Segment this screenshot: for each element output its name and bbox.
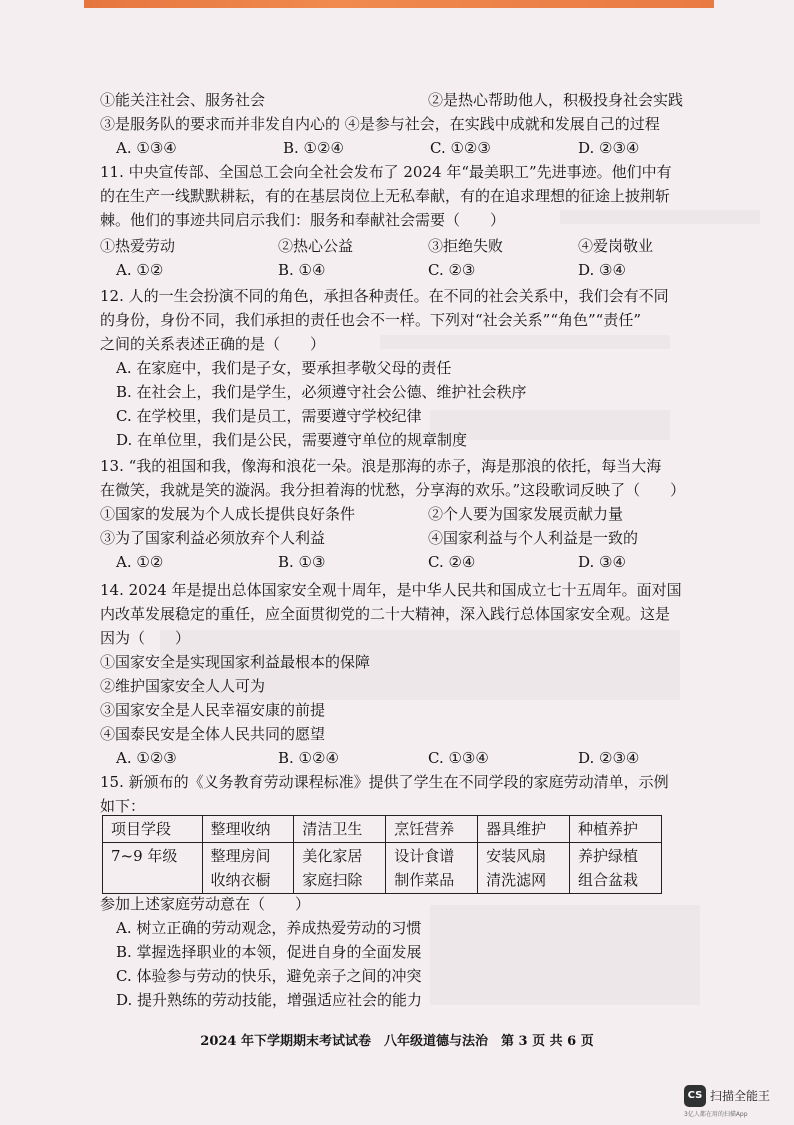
cell-text: 整理房间: [210, 847, 271, 865]
option-d: D. ③④: [578, 261, 626, 279]
option-a: A. ①②: [116, 553, 164, 571]
option-c: C. ②③: [428, 261, 476, 279]
bleed-through-text: [560, 210, 760, 224]
option-c: C. ①②③: [430, 139, 491, 157]
watermark-tagline: 3亿人都在用的扫描App: [684, 1111, 748, 1118]
table-cell-grade: [103, 843, 203, 894]
statement-3: ③为了国家利益必须放弃个人利益: [100, 529, 326, 547]
bleed-through-text: [430, 905, 700, 1005]
cell-text: 美化家居: [302, 847, 363, 865]
cell-text: 设计食谱: [394, 847, 455, 865]
option-c: C. 在学校里，我们是员工，需要遵守学校纪律: [116, 407, 422, 425]
option-d: D. 在单位里，我们是公民，需要遵守单位的规章制度: [116, 431, 468, 449]
cell-text: 清洗滤网: [486, 871, 547, 889]
statement-3-4: ③是服务队的要求而并非发自内心的 ④是参与社会，在实践中成就和发展自己的过程: [100, 115, 660, 133]
cell-text: 收纳衣橱: [210, 871, 271, 889]
table-cell: [386, 843, 478, 894]
household-labor-table: [102, 815, 662, 894]
option-a: A. 在家庭中，我们是子女，要承担孝敬父母的责任: [116, 359, 452, 377]
statement-1: ①能关注社会、服务社会: [100, 91, 266, 109]
option-c: C. 体验参与劳动的快乐，避免亲子之间的冲突: [116, 967, 422, 985]
question-stem-line: 的在生产一线默默耕耘，有的在基层岗位上无私奉献，有的在追求理想的征途上披荆斩: [100, 187, 671, 205]
table-header-cell: 整理收纳: [202, 816, 294, 843]
option-b: B. ①④: [278, 261, 326, 279]
cell-text: 家庭扫除: [302, 871, 363, 889]
question-stem-line: 因为（ ）: [100, 629, 191, 647]
statement-2: ②个人要为国家发展贡献力量: [428, 505, 624, 523]
option-d: D. ③④: [578, 553, 626, 571]
cell-text: 养护绿植: [578, 847, 639, 865]
cell-text: 组合盆栽: [578, 871, 639, 889]
table-cell: [294, 843, 386, 894]
question-stem-line: 参加上述家庭劳动意在（ ）: [100, 895, 311, 913]
question-stem-line: 如下：: [100, 797, 146, 815]
watermark-app-name: 扫描全能王: [710, 1089, 771, 1103]
question-stem-line: 之间的关系表述正确的是（ ）: [100, 335, 326, 353]
statement-3: ③拒绝失败: [428, 237, 504, 255]
table-header-cell: 器具维护: [478, 816, 570, 843]
statement-2: ②维护国家安全人人可为: [100, 677, 266, 695]
table-header-cell: 种植养护: [570, 816, 662, 843]
statement-4: ④国家利益与个人利益是一致的: [428, 529, 639, 547]
question-stem-line: 的身份，身份不同，我们承担的责任也会不一样。下列对“社会关系”“角色”“责任”: [100, 311, 642, 329]
camscanner-logo-icon: CS: [684, 1085, 706, 1107]
top-edge-strip: [84, 0, 714, 8]
table-cell: [570, 843, 662, 894]
question-stem-line: 12. 人的一生会扮演不同的角色，承担各种责任。在不同的社会关系中，我们会有不同: [100, 287, 669, 305]
statement-4: ④国泰民安是全体人民共同的愿望: [100, 725, 326, 743]
option-c: C. ②④: [428, 553, 476, 571]
table-cell: [202, 843, 294, 894]
cell-text: 制作菜品: [394, 871, 455, 889]
question-stem-line: 13. “我的祖国和我，像海和浪花一朵。浪是那海的赤子，海是那浪的依托，每当大海: [100, 457, 662, 475]
option-b: B. ①③: [278, 553, 326, 571]
table-header-row: [103, 816, 662, 843]
option-b: B. 在社会上，我们是学生，必须遵守社会公德、维护社会秩序: [116, 383, 527, 401]
option-a: A. ①②: [116, 261, 164, 279]
statement-1: ①热爱劳动: [100, 237, 176, 255]
statement-2: ②热心公益: [278, 237, 354, 255]
page-footer: 2024 年下学期期末考试试卷 八年级道德与法治 第 3 页 共 6 页: [200, 1034, 594, 1049]
question-stem-line: 在微笑，我就是笑的漩涡。我分担着海的忧愁，分享海的欢乐。”这段歌词反映了（ ）: [100, 481, 686, 499]
question-stem-line: 棘。他们的事迹共同启示我们：服务和奉献社会需要（ ）: [100, 211, 506, 229]
bleed-through-text: [380, 335, 670, 349]
table-row: [103, 843, 662, 894]
table-header-cell: 项目学段: [103, 816, 203, 843]
option-a: A. ①②③: [116, 749, 177, 767]
option-b: B. 掌握选择职业的本领，促进自身的全面发展: [116, 943, 422, 961]
option-a: A. ①③④: [116, 139, 177, 157]
option-b: B. ①②④: [283, 139, 344, 157]
option-d: D. ②③④: [578, 139, 640, 157]
question-stem-line: 11. 中央宣传部、全国总工会向全社会发布了 2024 年“最美职工”先进事迹。他们中有: [100, 163, 672, 181]
option-c: C. ①③④: [428, 749, 489, 767]
cell-text: 7~9 年级: [111, 847, 178, 865]
table-header-cell: 烹饪营养: [386, 816, 478, 843]
table-cell: [478, 843, 570, 894]
option-b: B. ①②④: [278, 749, 339, 767]
option-a: A. 树立正确的劳动观念，养成热爱劳动的习惯: [116, 919, 422, 937]
statement-3: ③国家安全是人民幸福安康的前提: [100, 701, 326, 719]
statement-1: ①国家的发展为个人成长提供良好条件: [100, 505, 356, 523]
question-stem-line: 15. 新颁布的《义务教育劳动课程标准》提供了学生在不同学段的家庭劳动清单，示例: [100, 773, 669, 791]
table-header-cell: 清洁卫生: [294, 816, 386, 843]
question-stem-line: 14. 2024 年是提出总体国家安全观十周年，是中华人民共和国成立七十五周年。面对国: [100, 581, 682, 599]
option-d: D. ②③④: [578, 749, 640, 767]
cell-text: 安装风扇: [486, 847, 547, 865]
option-d: D. 提升熟练的劳动技能，增强适应社会的能力: [116, 991, 423, 1009]
scanner-watermark: [684, 1085, 788, 1121]
statement-1: ①国家安全是实现国家利益最根本的保障: [100, 653, 371, 671]
statement-2: ②是热心帮助他人，积极投身社会实践: [428, 91, 684, 109]
question-stem-line: 内改革发展稳定的重任，应全面贯彻党的二十大精神，深入践行总体国家安全观。这是: [100, 605, 671, 623]
statement-4: ④爱岗敬业: [578, 237, 654, 255]
